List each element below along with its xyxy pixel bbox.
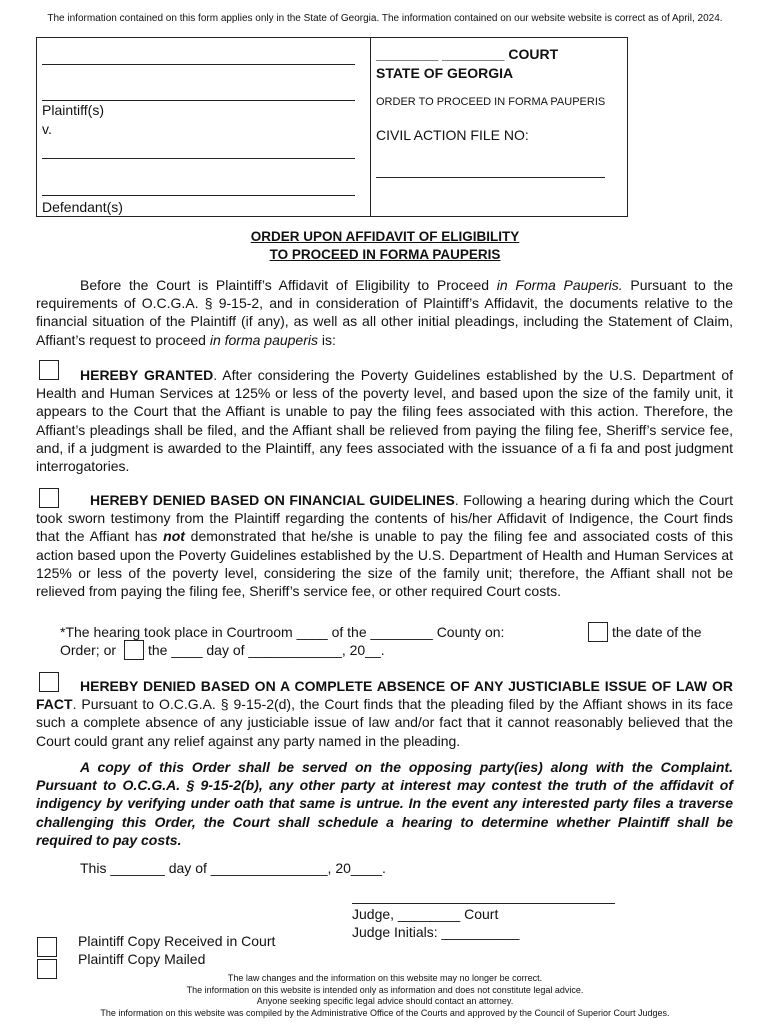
judge-initials-label: Judge Initials: __________: [352, 924, 520, 940]
intro-paragraph: Before the Court is Plaintiff’s Affidavit of Eligibility to Proceed in Forma Pauperis. Pursuant to the requirements of O.C.G.A. § 9-15-2, and in consideration of Plaintiff’s Affidavit, the documents relative to the financial situation of the Plaintiff (if any), as well as all other initial pleadings, including the Statement of Claim, Affiant’s request to proceed in forma pauperis is:: [36, 277, 733, 348]
copy-mailed-label: Plaintiff Copy Mailed: [78, 951, 206, 967]
hearing-other-date-checkbox[interactable]: [124, 640, 144, 660]
footer-line: The law changes and the information on this website may no longer be correct.: [227, 973, 543, 983]
hearing-text-4: the ____ day of ____________, 20__.: [148, 642, 385, 658]
order-type-label: ORDER TO PROCEED IN FORMA PAUPERIS: [376, 96, 606, 108]
order-title-line1: ORDER UPON AFFIDAVIT OF ELIGIBILITY: [250, 229, 520, 244]
plaintiff-label: Plaintiff(s): [42, 102, 104, 118]
denied-financial-title: HEREBY DENIED BASED ON FINANCIAL GUIDELINES: [90, 492, 455, 508]
hearing-text-3: Order; or: [60, 642, 117, 658]
copy-received-checkbox[interactable]: [37, 937, 57, 957]
denied-financial-paragraph: HEREBY DENIED BASED ON FINANCIAL GUIDELINES. Following a hearing during which the Court took sworn testimony from the Plaintiff regarding the contents of his/her Affidavit of Indigence, the Court finds that the Affiant has not demonstrated that he/she is unable to pay the filing fee and associated costs of this action based upon the Poverty Guidelines established by the U.S. Department of Health and Human Services at 125% or less of the poverty level, considering the size of the family unit; therefore, the Affiant shall not be relieved from paying the filing fee, Sheriff’s service fee, or other required Court costs.: [36, 492, 733, 600]
hearing-text-2: the date of the: [612, 624, 702, 640]
copy-received-label: Plaintiff Copy Received in Court: [78, 933, 276, 949]
denied-justiciable-paragraph: HEREBY DENIED BASED ON A COMPLETE ABSENCE OF ANY JUSTICIABLE ISSUE OF LAW OR FACT. Pursuant to O.C.G.A. § 9-15-2(d), the Court finds that the pleading filed by the Affiant shows in its face such a complete absence of any justiciable issue of law and/or fact that it cannot reasonably believed that the Court could grant any relief against any party named in the pleading.: [36, 678, 733, 749]
court-name-line: ________ ________ COURT: [376, 46, 559, 62]
granted-title: HEREBY GRANTED: [80, 367, 214, 383]
granted-paragraph: HEREBY GRANTED. After considering the Poverty Guidelines established by the U.S. Department of Health and Human Services at 125% or less of the poverty level, and based upon the size of the family unit, it appears to the Court that the Affiant is unable to pay the filing fees associated with this action. Therefore, the Affiant’s pleadings shall be filed, and the Affiant shall be relieved from paying the filing fee, Sheriff’s service fee, and, if a judgment is awarded to the Plaintiff, any fees associated with the issuance of a fi fa and post judgment interrogatories.: [36, 367, 733, 475]
civil-action-label: CIVIL ACTION FILE NO:: [376, 127, 529, 143]
plaintiff-name-line[interactable]: [42, 64, 355, 65]
judge-signature-line[interactable]: [352, 903, 615, 904]
defendant-name-line[interactable]: [42, 158, 355, 159]
defendant-name-line-2[interactable]: [42, 195, 355, 196]
hearing-text-1: *The hearing took place in Courtroom ____ of the ________ County on:: [60, 624, 505, 640]
hearing-date-checkbox[interactable]: [588, 622, 608, 642]
footer-disclaimer: [0, 973, 770, 1019]
judge-court-label: Judge, ________ Court: [352, 906, 499, 922]
denied-justiciable-title: HEREBY DENIED BASED ON A COMPLETE ABSENCE OF ANY JUSTICIABLE ISSUE OF LAW OR FACT: [36, 678, 733, 713]
caption-divider: [370, 37, 371, 217]
footer-line: The information on this website was compiled by the Administrative Office of the Courts and approved by the Council of Superior Court Judges.: [100, 1007, 670, 1018]
footer-line: Anyone seeking specific legal advice should contact an attorney.: [256, 996, 514, 1006]
order-title-line2: TO PROCEED IN FORMA PAUPERIS: [269, 247, 501, 262]
service-notice: A copy of this Order shall be served on the opposing party(ies) along with the Complaint. Pursuant to O.C.G.A. § 9-15-2(b), any other party at interest may contest the truth of the affidavit of indigency by verifying under oath that same is untrue. In the event any interested party files a traverse challenging this Order, the Court shall schedule a hearing to determine whether Plaintiff shall be required to pay costs.: [36, 759, 733, 848]
civil-action-file-field[interactable]: [376, 177, 605, 178]
order-date-line: This _______ day of _______________, 20____.: [80, 860, 386, 876]
top-disclaimer: The information contained on this form applies only in the State of Georgia. The information contained on our website website is correct as of April, 2024.: [47, 13, 723, 24]
versus-label: v.: [42, 121, 52, 137]
state-label: STATE OF GEORGIA: [376, 65, 514, 81]
plaintiff-name-line-2[interactable]: [42, 100, 355, 101]
defendant-label: Defendant(s): [42, 199, 123, 215]
footer-line: The information on this website is intended only as information and does not constitute legal advice.: [186, 984, 584, 995]
